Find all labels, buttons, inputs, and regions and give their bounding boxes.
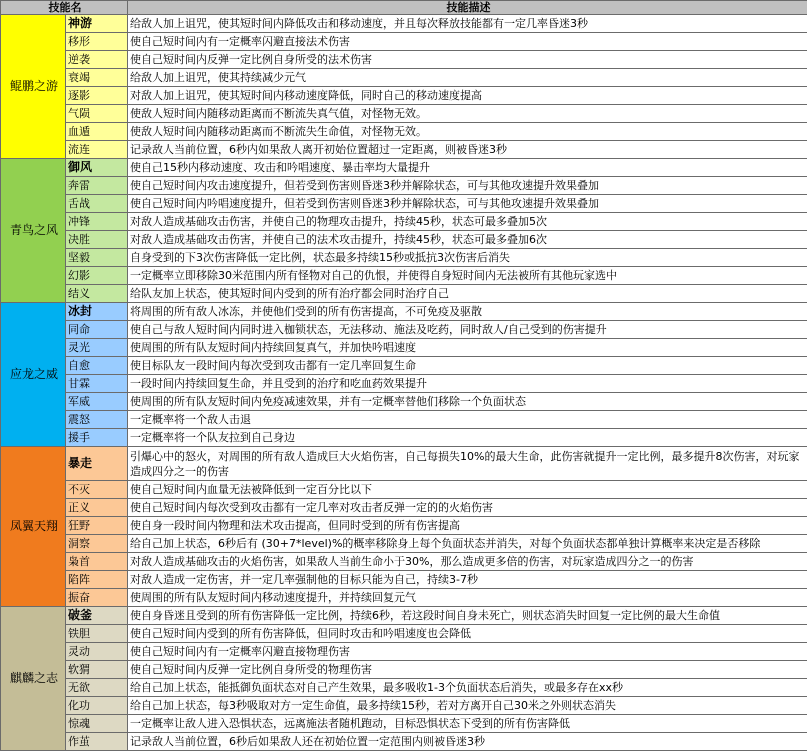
table-row (1, 15, 807, 33)
table-row (1, 123, 807, 141)
skill-name: 奔雷 (66, 177, 128, 195)
skill-name: 血遁 (66, 123, 128, 141)
skill-name: 冰封 (66, 303, 128, 321)
skill-name: 甘霖 (66, 375, 128, 393)
skill-description: 使敌人短时间内随移动距离而不断流失生命值，对怪物无效。 (128, 123, 807, 141)
table-row (1, 339, 807, 357)
skill-description: 记录敌人当前位置，6秒后如果敌人还在初始位置一定范围内则被昏迷3秒 (128, 733, 807, 751)
skill-description: 对敌人造成基础攻击的火焰伤害，如果敌人当前生命小于30%，那么造成更多倍的伤害，对玩家造成四分之一的伤害 (128, 553, 807, 571)
skill-name: 逆袭 (66, 51, 128, 69)
skill-name: 神游 (66, 15, 128, 33)
group-name: 麒麟之志 (1, 607, 66, 751)
skill-description: 对敌人造成基础攻击伤害，并使自己的物理攻击提升，持续45秒，状态可最多叠加5次 (128, 213, 807, 231)
table-row (1, 69, 807, 87)
skill-name: 洞察 (66, 535, 128, 553)
skill-name: 作茧 (66, 733, 128, 751)
table-row (1, 321, 807, 339)
table-row (1, 393, 807, 411)
table-row (1, 357, 807, 375)
table-row (1, 87, 807, 105)
table-row (1, 159, 807, 177)
skill-name: 正义 (66, 499, 128, 517)
table-row (1, 679, 807, 697)
skill-description: 使目标队友一段时间内每次受到攻击都有一定几率回复生命 (128, 357, 807, 375)
table-row (1, 625, 807, 643)
table-row (1, 607, 807, 625)
skill-description: 使自己与敌人短时间内同时进入枷锁状态，无法移动、施法及吃药，同时敌人/自己受到的伤害提升 (128, 321, 807, 339)
skill-description: 使自己短时间内反弹一定比例自身所受的物理伤害 (128, 661, 807, 679)
skill-description: 一定概率立即移除30米范围内所有怪物对自己的仇恨，并使得自身短时间内无法被所有其他玩家选中 (128, 267, 807, 285)
skill-description: 给自己加上状态，6秒后有 (30+7*level)%的概率移除身上每个负面状态并消失，对每个负面状态都单独计算概率来决定是否移除 (128, 535, 807, 553)
table-row (1, 213, 807, 231)
skill-name: 自愈 (66, 357, 128, 375)
skill-description: 一段时间内持续回复生命，并且受到的治疗和吃血药效果提升 (128, 375, 807, 393)
skill-description: 使自己短时间内受到的所有伤害降低，但同时攻击和吟唱速度也会降低 (128, 625, 807, 643)
skill-name: 冲锋 (66, 213, 128, 231)
table-row (1, 51, 807, 69)
skill-name: 决胜 (66, 231, 128, 249)
table-row (1, 303, 807, 321)
header-row (1, 1, 807, 15)
table-row (1, 429, 807, 447)
skill-description: 使敌人短时间内随移动距离而不断流失真气值，对怪物无效。 (128, 105, 807, 123)
skill-description: 使自己短时间内反弹一定比例自身所受的法术伤害 (128, 51, 807, 69)
skill-description: 使自己短时间内有一定概率闪避直接法术伤害 (128, 33, 807, 51)
skill-name: 逐影 (66, 87, 128, 105)
skill-description: 给队友加上状态，使其短时间内受到的所有治疗都会同时治疗自己 (128, 285, 807, 303)
skill-description: 给敌人加上诅咒，使其短时间内降低攻击和移动速度，并且每次释放技能都有一定几率昏迷3秒 (128, 15, 807, 33)
skill-name: 狂野 (66, 517, 128, 535)
group-name: 青鸟之风 (1, 159, 66, 303)
table-row (1, 589, 807, 607)
table-row (1, 571, 807, 589)
skill-name: 御风 (66, 159, 128, 177)
table-row (1, 141, 807, 159)
skill-name: 铁胆 (66, 625, 128, 643)
skill-description: 使自己短时间内有一定概率闪避直接物理伤害 (128, 643, 807, 661)
table-row (1, 643, 807, 661)
skill-description: 使周围的所有队友短时间内移动速度提升，并持续回复元气 (128, 589, 807, 607)
skill-name: 衰竭 (66, 69, 128, 87)
skill-name: 枭首 (66, 553, 128, 571)
table-row (1, 177, 807, 195)
skill-name: 舌战 (66, 195, 128, 213)
skill-name: 无欲 (66, 679, 128, 697)
skill-name: 气陨 (66, 105, 128, 123)
skill-name: 破釜 (66, 607, 128, 625)
skill-name: 坚毅 (66, 249, 128, 267)
skill-name: 暴走 (66, 447, 128, 481)
skill-description: 使自己短时间内血量无法被降低到一定百分比以下 (128, 481, 807, 499)
table-row (1, 553, 807, 571)
group-name: 鲲鹏之游 (1, 15, 66, 159)
skill-description: 对敌人造成基础攻击伤害，并使自己的法术攻击提升，持续45秒，状态可最多叠加6次 (128, 231, 807, 249)
skill-description: 使自己短时间内吟唱速度提升，但若受到伤害则昏迷3秒并解除状态，可与其他攻速提升效果叠加 (128, 195, 807, 213)
table-row (1, 517, 807, 535)
skill-description: 一定概率让敌人进入恐惧状态，远离施法者随机跑动，目标恐惧状态下受到的所有伤害降低 (128, 715, 807, 733)
skill-name: 同命 (66, 321, 128, 339)
skill-name: 结义 (66, 285, 128, 303)
skill-name: 陷阵 (66, 571, 128, 589)
table-row (1, 249, 807, 267)
group-name: 应龙之威 (1, 303, 66, 447)
table-row (1, 697, 807, 715)
skill-description: 使自己短时间内攻击速度提升，但若受到伤害则昏迷3秒并解除状态，可与其他攻速提升效果叠加 (128, 177, 807, 195)
skill-description: 一定概率将一个队友拉到自己身边 (128, 429, 807, 447)
table-row (1, 661, 807, 679)
skill-description: 对敌人加上诅咒，使其短时间内移动速度降低，同时自己的移动速度提高 (128, 87, 807, 105)
skill-name: 移形 (66, 33, 128, 51)
table-row (1, 499, 807, 517)
skill-name: 流连 (66, 141, 128, 159)
skill-name: 不灭 (66, 481, 128, 499)
skill-name: 化功 (66, 697, 128, 715)
table-row (1, 267, 807, 285)
skill-description: 使自身昏迷且受到的所有伤害降低一定比例，持续6秒，若这段时间自身未死亡，则状态消失时回复一定比例的最大生命值 (128, 607, 807, 625)
table-row (1, 33, 807, 51)
skill-name: 灵动 (66, 643, 128, 661)
skill-name: 援手 (66, 429, 128, 447)
skill-description: 对敌人造成一定伤害，并一定几率强制他的目标只能为自己，持续3-7秒 (128, 571, 807, 589)
skill-description: 记录敌人当前位置，6秒内如果敌人离开初始位置超过一定距离，则被昏迷3秒 (128, 141, 807, 159)
table-row (1, 447, 807, 481)
table-row (1, 231, 807, 249)
skill-name: 振奋 (66, 589, 128, 607)
skill-description: 一定概率将一个敌人击退 (128, 411, 807, 429)
skill-description: 给敌人加上诅咒，使其持续减少元气 (128, 69, 807, 87)
skill-name: 震怒 (66, 411, 128, 429)
skill-description: 引爆心中的怒火，对周围的所有敌人造成巨大火焰伤害，自己每损失10%的最大生命，此伤害就提升一定比例，最多提升8次伤害，对玩家造成四分之一的伤害 (128, 447, 807, 481)
table-row (1, 715, 807, 733)
skill-description: 使自己短时间内每次受到攻击都有一定几率对攻击者反弹一定的的火焰伤害 (128, 499, 807, 517)
table-row (1, 733, 807, 751)
skill-description: 给自己加上状态，能抵御负面状态对自己产生效果，最多吸收1-3个负面状态后消失，或最多存在xx秒 (128, 679, 807, 697)
table-row (1, 481, 807, 499)
skill-description: 自身受到的下3次伤害降低一定比例，状态最多持续15秒或抵抗3次伤害后消失 (128, 249, 807, 267)
skill-name: 软猬 (66, 661, 128, 679)
skill-name: 幻影 (66, 267, 128, 285)
skill-description: 使周围的所有队友短时间内免疫减速效果，并有一定概率替他们移除一个负面状态 (128, 393, 807, 411)
table-row (1, 285, 807, 303)
skill-name: 灵光 (66, 339, 128, 357)
table-row (1, 375, 807, 393)
table-row (1, 535, 807, 553)
header-skill-name: 技能名 (1, 1, 128, 15)
skill-description: 将周围的所有敌人冰冻，并使他们受到的所有伤害提高，不可免疫及驱散 (128, 303, 807, 321)
skill-description: 使自己15秒内移动速度、攻击和吟唱速度、暴击率均大量提升 (128, 159, 807, 177)
skill-description: 使周围的所有队友短时间内持续回复真气，并加快吟唱速度 (128, 339, 807, 357)
group-name: 凤翼天翔 (1, 447, 66, 607)
skill-name: 惊魂 (66, 715, 128, 733)
table-row (1, 411, 807, 429)
table-row (1, 195, 807, 213)
table-body (1, 15, 807, 751)
header-skill-desc: 技能描述 (128, 1, 807, 15)
table-row (1, 105, 807, 123)
skill-description: 给自己加上状态，每3秒吸取对方一定生命值，最多持续15秒，若对方离开自己30米之外则状态消失 (128, 697, 807, 715)
skill-name: 军威 (66, 393, 128, 411)
skill-description: 使自身一段时间内物理和法术攻击提高，但同时受到的所有伤害提高 (128, 517, 807, 535)
